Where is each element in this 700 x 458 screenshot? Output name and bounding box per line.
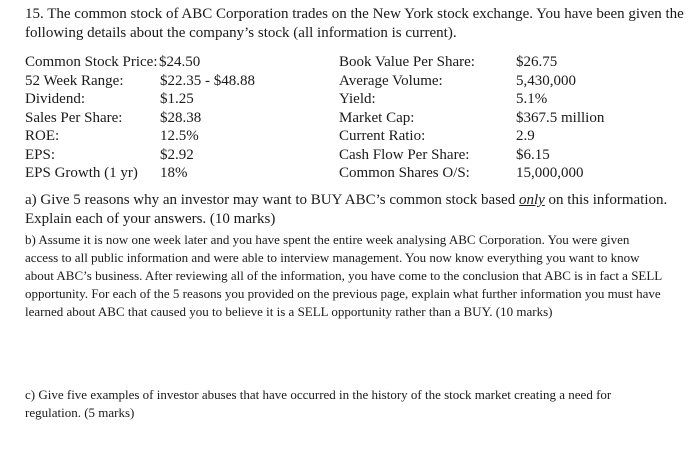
label-yield: Yield: xyxy=(339,91,376,107)
label-book-value: Book Value Per Share: xyxy=(339,54,475,70)
label-sales-per-share: Sales Per Share: xyxy=(25,110,123,126)
part-c-question: c) Give five examples of investor abuses that have occurred in the history of the stock market creating a need for regulation. (5 marks) xyxy=(25,387,612,420)
part-a-text-after: on this information. Explain each of your answers. (10 marks) xyxy=(25,192,668,227)
question-intro: 15. The common stock of ABC Corporation trades on the New York stock exchange. You have been given the following details about the company’s stock (all information is current). xyxy=(25,6,684,41)
label-52-week-range: 52 Week Range: xyxy=(25,73,124,89)
value-roe: 12.5% xyxy=(160,128,199,144)
label-dividend: Dividend: xyxy=(25,91,85,107)
value-common-shares: 15,000,000 xyxy=(516,165,584,181)
value-yield: 5.1% xyxy=(516,91,548,107)
value-52-week-range: $22.35 - $48.88 xyxy=(160,73,255,89)
label-average-volume: Average Volume: xyxy=(339,73,443,89)
value-sales-per-share: $28.38 xyxy=(160,110,202,126)
value-eps-growth: 18% xyxy=(160,165,188,181)
part-a-emphasis: only xyxy=(518,192,545,208)
value-cash-flow-per-share: $6.15 xyxy=(516,147,550,163)
label-stock-price: Common Stock Price: xyxy=(25,54,158,70)
label-eps-growth: EPS Growth (1 yr) xyxy=(25,165,138,181)
label-current-ratio: Current Ratio: xyxy=(339,128,426,144)
value-current-ratio: 2.9 xyxy=(516,128,535,144)
value-average-volume: 5,430,000 xyxy=(516,73,576,89)
label-eps: EPS: xyxy=(25,147,56,163)
value-eps: $2.92 xyxy=(160,147,194,163)
part-a-text-before: a) Give 5 reasons why an investor may want to BUY ABC’s common stock based xyxy=(25,192,519,208)
value-book-value: $26.75 xyxy=(516,54,558,70)
label-cash-flow-per-share: Cash Flow Per Share: xyxy=(339,147,470,163)
label-roe: ROE: xyxy=(25,128,60,144)
value-dividend: $1.25 xyxy=(160,91,194,107)
part-b-question: b) Assume it is now one week later and you have spent the entire week analysing ABC Corporation. You were given access to all public information and were able to interview management. You now know everything you want to know about ABC’s business. After reviewing all of the information, you have come to the conclusion that ABC is in fact a SELL opportunity. For each of the 5 reasons you provided on the previous page, explain what further information you must have learned about ABC that caused you to believe it is a SELL opportunity rather than a BUY. (10 marks) xyxy=(25,232,662,319)
label-market-cap: Market Cap: xyxy=(339,110,415,126)
value-market-cap: $367.5 million xyxy=(516,110,605,126)
label-common-shares: Common Shares O/S: xyxy=(339,165,470,181)
value-stock-price: $24.50 xyxy=(159,54,201,70)
